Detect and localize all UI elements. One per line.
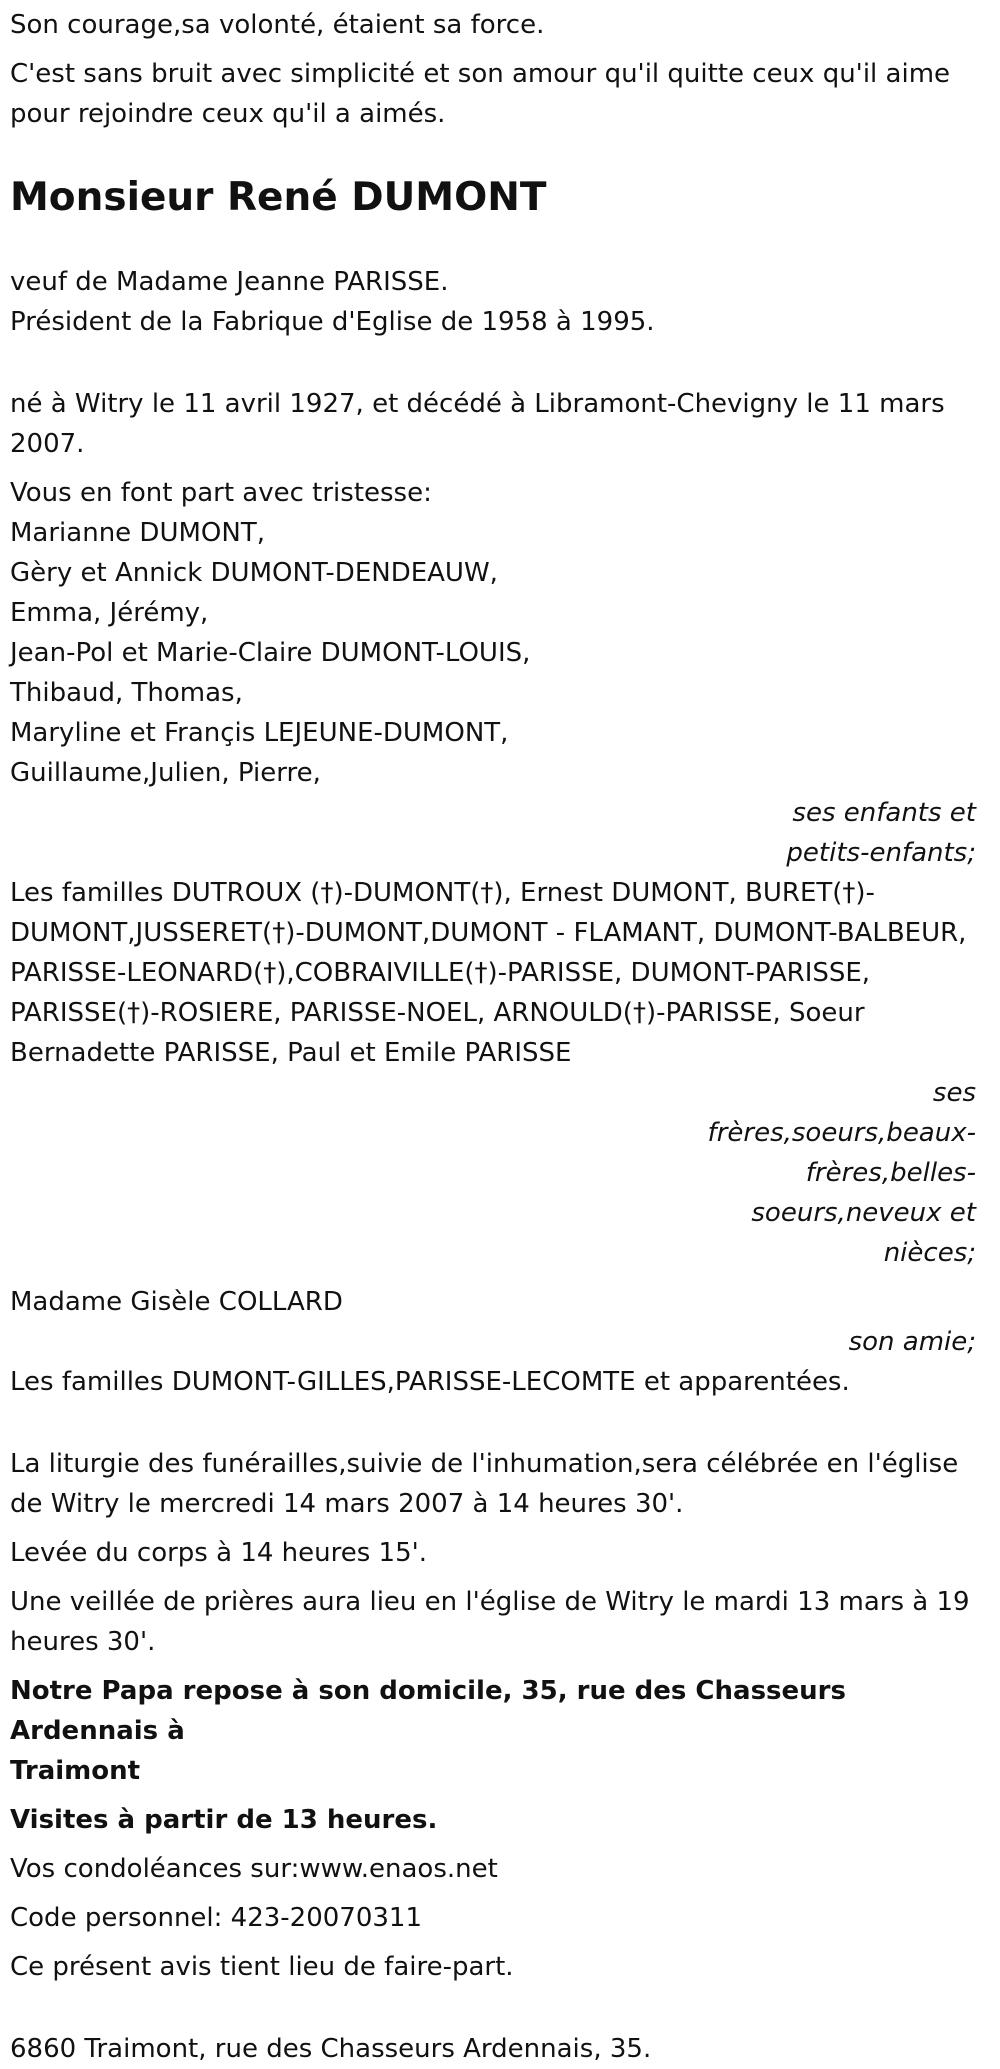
families-role-2: frères,soeurs,beaux- bbox=[707, 1118, 976, 1148]
condolences-info: Vos condoléances sur:www.enaos.net bbox=[10, 1854, 498, 1884]
funeral-line-2: de Witry le mercredi 14 mars 2007 à 14 heures 30'. bbox=[10, 1489, 684, 1519]
children-role-2: petits-enfants; bbox=[786, 838, 976, 868]
child-line: Emma, Jérémy, bbox=[10, 598, 209, 628]
children-role-1: ses enfants et bbox=[792, 798, 976, 828]
child-line: Guillaume,Julien, Pierre, bbox=[10, 758, 321, 788]
status-line-1: veuf de Madame Jeanne PARISSE. bbox=[10, 267, 449, 297]
intro-line-2a: C'est sans bruit avec simplicité et son amour qu'il quitte ceux qu'il aime bbox=[10, 59, 951, 89]
families-role-5: nièces; bbox=[883, 1238, 976, 1268]
families-line: Les familles DUTROUX (†)-DUMONT(†), Ernest DUMONT, BURET(†)- bbox=[10, 878, 875, 908]
families-role-3: frères,belles- bbox=[805, 1158, 976, 1188]
deceased-name: Monsieur René DUMONT bbox=[10, 175, 547, 220]
intro-line-2 bbox=[10, 54, 976, 134]
families-line: PARISSE-LEONARD(†),COBRAIVILLE(†)-PARISSE, DUMONT-PARISSE, bbox=[10, 958, 871, 988]
families-paragraph bbox=[10, 873, 976, 1073]
families-role-4: soeurs,neveux et bbox=[751, 1198, 976, 1228]
rests-line-1: Notre Papa repose à son domicile, 35, rue des Chasseurs Ardennais à bbox=[10, 1676, 846, 1746]
child-line: Marianne DUMONT, bbox=[10, 518, 265, 548]
funeral-line-1: La liturgie des funérailles,suivie de l'inhumation,sera célébrée en l'église bbox=[10, 1449, 959, 1479]
families-line: DUMONT,JUSSERET(†)-DUMONT,DUMONT - FLAMANT, DUMONT-BALBEUR, bbox=[10, 918, 967, 948]
vigil-line-1: Une veillée de prières aura lieu en l'église de Witry le mardi 13 mars à 19 bbox=[10, 1587, 970, 1617]
friend-role: son amie; bbox=[848, 1327, 976, 1357]
levee-info: Levée du corps à 14 heures 15'. bbox=[10, 1538, 428, 1568]
child-line: Gèry et Annick DUMONT-DENDEAUW, bbox=[10, 558, 498, 588]
birth-line-2: 2007. bbox=[10, 429, 85, 459]
intro-line-2b: pour rejoindre ceux qu'il a aimés. bbox=[10, 99, 446, 129]
other-families: Les familles DUMONT-GILLES,PARISSE-LECOMTE et apparentées. bbox=[10, 1367, 850, 1397]
children-role bbox=[10, 793, 976, 873]
announce-line: Vous en font part avec tristesse: bbox=[10, 478, 432, 508]
vigil-info bbox=[10, 1582, 976, 1662]
child-line: Jean-Pol et Marie-Claire DUMONT-LOUIS, bbox=[10, 638, 531, 668]
child-line: Thibaud, Thomas, bbox=[10, 678, 243, 708]
families-line: Bernadette PARISSE, Paul et Emile PARISSE bbox=[10, 1038, 572, 1068]
vigil-line-2: heures 30'. bbox=[10, 1627, 156, 1657]
status-line-2: Président de la Fabrique d'Eglise de 1958 à 1995. bbox=[10, 307, 655, 337]
birth-death bbox=[10, 384, 976, 464]
code-info: Code personnel: 423-20070311 bbox=[10, 1903, 423, 1933]
child-line: Maryline et Françis LEJEUNE-DUMONT, bbox=[10, 718, 509, 748]
visits-info: Visites à partir de 13 heures. bbox=[10, 1805, 438, 1835]
birth-line-1: né à Witry le 11 avril 1927, et décédé à Libramont-Chevigny le 11 mars bbox=[10, 389, 945, 419]
rests-info bbox=[10, 1671, 976, 1791]
families-role bbox=[696, 1073, 976, 1273]
intro-line-1: Son courage,sa volonté, étaient sa force. bbox=[10, 10, 545, 40]
friend-name: Madame Gisèle COLLARD bbox=[10, 1287, 343, 1317]
rests-line-2: Traimont bbox=[10, 1756, 141, 1786]
notice-info: Ce présent avis tient lieu de faire-part. bbox=[10, 1952, 514, 1982]
families-line: PARISSE(†)-ROSIERE, PARISSE-NOEL, ARNOULD(†)-PARISSE, Soeur bbox=[10, 998, 865, 1028]
families-role-1: ses bbox=[932, 1078, 976, 1108]
funeral-info bbox=[10, 1444, 976, 1524]
address-line: 6860 Traimont, rue des Chasseurs Ardennais, 35. bbox=[10, 2034, 652, 2064]
